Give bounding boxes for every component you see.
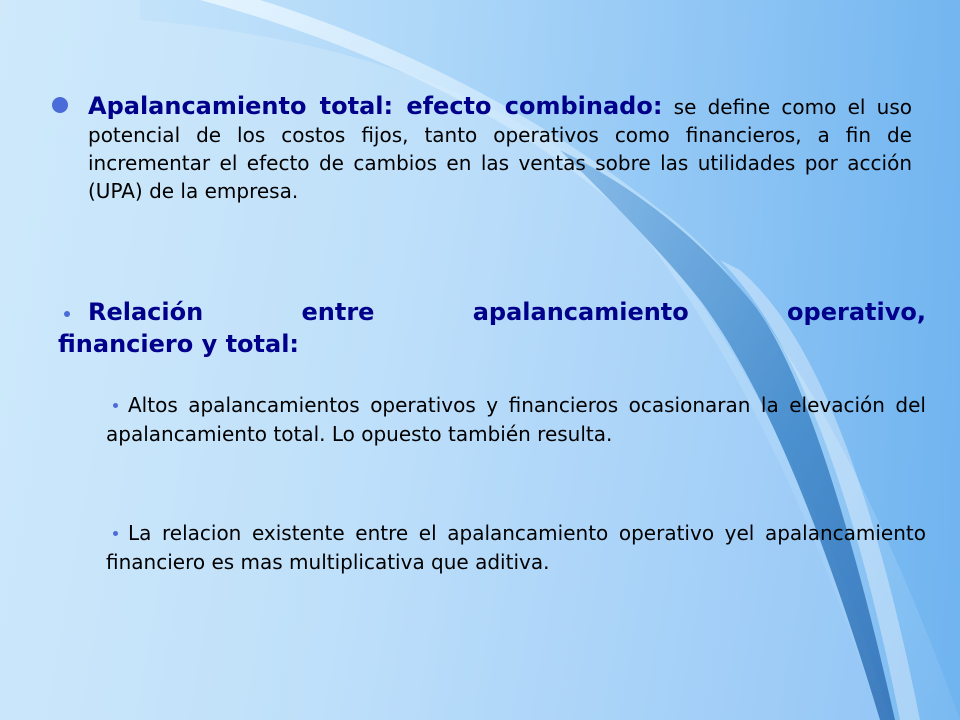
section2-item-1: Altos apalancamientos operativos y financieros ocasionaran la elevación del apalancamiento total. Lo opuesto también resulta. [106,393,926,446]
section1-paragraph [88,92,912,205]
section2-item-2: La relacion existente entre el apalancamiento operativo yel apalancamiento financiero es mas multiplicativa que aditiva. [106,521,926,574]
bullet-dot-icon [52,97,68,113]
section2-heading [58,296,926,360]
heading-word: Relación [88,298,204,326]
heading-word: apalancamiento [472,298,689,326]
section2-heading-line2: financiero y total: [58,330,300,358]
section1-lead: Apalancamiento total: efecto combinado: [88,92,663,120]
heading-word: operativo, [787,298,926,326]
section2-heading-line1 [58,296,926,328]
section1-body: se define como el uso potencial de los costos fijos, tanto operativos como financieros, a fin de incrementar el efecto de cambios en las ventas sobre las utilidades por acción (UPA) de la empresa. [88,95,912,203]
heading-word: entre [301,298,375,326]
